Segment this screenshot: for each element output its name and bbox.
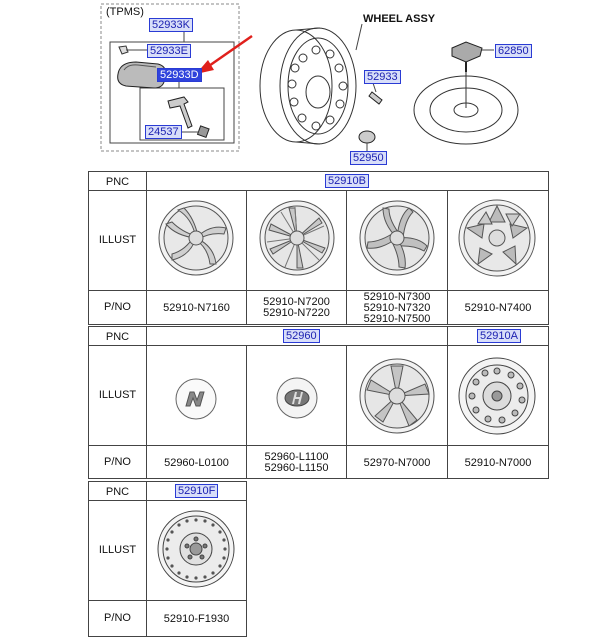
part-tag-52933d-selected[interactable]: 52933D <box>157 68 202 82</box>
wheel-assy-title: WHEEL ASSY <box>363 13 436 25</box>
table2-pno-label: P/NO <box>104 456 131 468</box>
table1-pno-1: 52910-N7160 <box>163 302 230 314</box>
table1-pno-label: P/NO <box>104 301 131 313</box>
table3-pno-label: P/NO <box>104 612 131 624</box>
table2-pno-2a: 52960-L1100 <box>264 451 329 463</box>
table2-pno-3: 52970-N7000 <box>363 457 431 469</box>
table1-pno-3c: 52910-N7500 <box>363 313 431 325</box>
table1-pno-3b: 52910-N7320 <box>363 302 431 314</box>
table3-pnc-tag[interactable]: 52910F <box>175 484 218 498</box>
center-cap-l0100-drawing <box>176 379 216 419</box>
part-tag-24537[interactable]: 24537 <box>145 125 182 139</box>
steel-wheel-n7000-drawing <box>459 358 535 434</box>
table2-pnc-tag-52960[interactable]: 52960 <box>283 329 320 343</box>
table3-pno-1: 52910-F1930 <box>163 613 230 625</box>
tpms-title: (TPMS) <box>106 6 144 18</box>
screw-icon <box>119 46 147 54</box>
table3-pnc-label: PNC <box>105 486 130 498</box>
table2-pnc-tag-52910a[interactable]: 52910A <box>477 329 521 343</box>
part-tag-62850[interactable]: 62850 <box>495 44 532 58</box>
table1-pnc-label: PNC <box>105 176 130 188</box>
center-cap-l1100-drawing <box>277 378 317 418</box>
table2-illust-label: ILLUST <box>98 389 137 401</box>
table2-pno-4: 52910-N7000 <box>464 457 532 469</box>
alloy-wheel-n7000-drawing <box>360 359 434 433</box>
part-tag-52933k[interactable]: 52933K <box>149 18 193 32</box>
table2-pno-2b: 52960-L1150 <box>264 462 329 474</box>
table1-pno-4: 52910-N7400 <box>464 302 532 314</box>
part-tag-52933e[interactable]: 52933E <box>147 44 191 58</box>
steel-wheel-f1930-drawing <box>158 511 234 587</box>
table1-pno-2b: 52910-N7220 <box>263 307 330 319</box>
hold-down-bolt-icon <box>452 42 494 72</box>
table2-pnc-label: PNC <box>105 331 130 343</box>
table1-pno-3a: 52910-N7300 <box>363 291 431 303</box>
alloy-wheel-n7160-drawing <box>159 201 233 275</box>
part-tag-52950[interactable]: 52950 <box>350 151 387 165</box>
part-tag-52933[interactable]: 52933 <box>364 70 401 84</box>
alloy-wheel-n7400-drawing <box>459 200 535 276</box>
table1-pnc-tag[interactable]: 52910B <box>325 174 369 188</box>
table1-pno-2a: 52910-N7200 <box>263 296 330 308</box>
table2-pno-1: 52960-L0100 <box>164 457 229 469</box>
steel-wheel-drawing <box>260 28 356 144</box>
alloy-wheel-n7300-drawing <box>360 201 434 275</box>
table3-illust-label: ILLUST <box>98 544 137 556</box>
alloy-wheel-n7200-drawing <box>260 201 334 275</box>
table1-illust-label: ILLUST <box>98 234 137 246</box>
spare-tire-drawing <box>414 68 518 144</box>
center-cap-icon <box>359 131 375 151</box>
